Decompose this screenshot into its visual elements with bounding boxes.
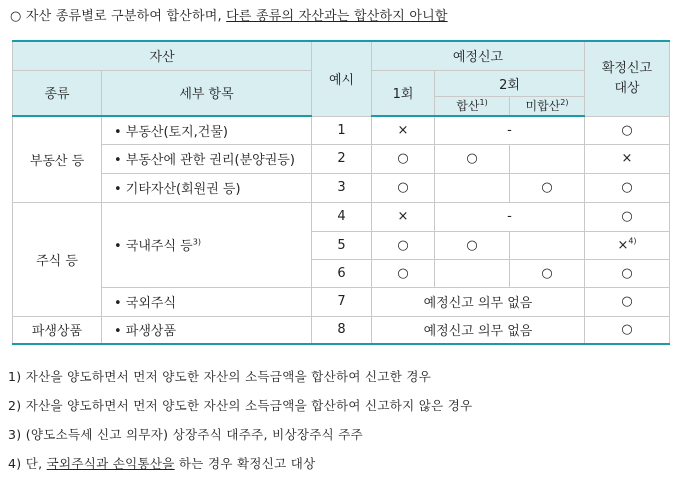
cell-final: ○ — [585, 259, 670, 287]
header-second: 2회 — [435, 70, 585, 96]
cell-final-note: 4) — [628, 236, 637, 246]
table-row — [13, 202, 670, 231]
cell-nonsum: ○ — [510, 259, 585, 287]
cell-final: ○ — [585, 202, 670, 231]
footnote-4-underlined: 국외주식과 손익통산을 — [46, 456, 175, 471]
row-number: 5 — [312, 231, 372, 259]
header-example: 예시 — [312, 41, 372, 116]
row-number: 1 — [312, 116, 372, 144]
cell-sum: ○ — [435, 144, 510, 173]
cell-first: × — [372, 202, 435, 231]
header-nonsum-label: 미합산 — [525, 99, 561, 114]
headline — [10, 5, 448, 24]
cell-first: ○ — [372, 173, 435, 202]
table-row — [13, 144, 670, 173]
cell-no-obligation: 예정신고 의무 없음 — [372, 316, 585, 344]
table-row — [13, 116, 670, 144]
header-detail: 세부 항목 — [102, 70, 312, 116]
header-sum-label: 합산 — [456, 99, 480, 114]
detail-realestate: • 부동산(토지,건물) — [102, 116, 312, 144]
row-number: 6 — [312, 259, 372, 287]
group-realestate: 부동산 등 — [13, 116, 102, 202]
headline-text: 자산 종류별로 구분하여 합산하며, — [25, 9, 227, 24]
header-kind: 종류 — [13, 70, 102, 116]
cell-nonsum: ○ — [510, 173, 585, 202]
cell-final: ○ — [585, 116, 670, 144]
footnotes — [8, 362, 473, 478]
row-number: 3 — [312, 173, 372, 202]
cell-sum — [435, 259, 510, 287]
detail-domestic-stocks — [102, 202, 312, 287]
detail-other-assets: • 기타자산(회원권 등) — [102, 173, 312, 202]
cell-first: ○ — [372, 144, 435, 173]
footnote-4 — [8, 449, 473, 478]
footnote-4-prefix: 4) 단, — [8, 456, 47, 471]
headline-underlined-text: 다른 종류의 자산과는 합산하지 아니함 — [226, 9, 448, 24]
detail-domestic-note: 3) — [192, 237, 201, 247]
cell-second-merged: - — [435, 116, 585, 144]
cell-nonsum — [510, 144, 585, 173]
detail-foreign-stocks: • 국외주식 — [102, 287, 312, 316]
header-final — [585, 41, 670, 116]
cell-final: ○ — [585, 316, 670, 344]
header-sum — [435, 96, 510, 116]
group-stocks: 주식 등 — [13, 202, 102, 316]
cell-final: ○ — [585, 287, 670, 316]
row-number: 2 — [312, 144, 372, 173]
table-row — [13, 173, 670, 202]
header-row-1 — [13, 41, 670, 70]
footnote-1: 1) 자산을 양도하면서 먼저 양도한 자산의 소득금액을 합산하여 신고한 경우 — [8, 369, 432, 384]
cell-first: ○ — [372, 231, 435, 259]
footnote-4-suffix: 하는 경우 확정신고 대상 — [174, 456, 316, 471]
row-number: 4 — [312, 202, 372, 231]
group-derivatives: 파생상품 — [13, 316, 102, 344]
detail-domestic-label: • 국내주식 등 — [114, 239, 193, 254]
header-nonsum-note: 2) — [560, 98, 569, 108]
header-final-text: 확정신고 대상 — [601, 60, 653, 96]
header-prelim: 예정신고 — [372, 41, 585, 70]
cell-nonsum — [510, 231, 585, 259]
cell-final: × — [585, 144, 670, 173]
header-asset: 자산 — [13, 41, 312, 70]
cell-second-merged: - — [435, 202, 585, 231]
cell-first: × — [372, 116, 435, 144]
footnote-3: 3) (양도소득세 신고 의무자) 상장주식 대주주, 비상장주식 주주 — [8, 427, 363, 442]
header-first: 1회 — [372, 70, 435, 116]
row-number: 8 — [312, 316, 372, 344]
row-number: 7 — [312, 287, 372, 316]
detail-derivatives: • 파생상품 — [102, 316, 312, 344]
asset-table — [12, 40, 670, 345]
cell-final — [585, 231, 670, 259]
cell-final: ○ — [585, 173, 670, 202]
cell-sum: ○ — [435, 231, 510, 259]
footnote-2: 2) 자산을 양도하면서 먼저 양도한 자산의 소득금액을 합산하여 신고하지 않은 경우 — [8, 398, 473, 413]
cell-no-obligation: 예정신고 의무 없음 — [372, 287, 585, 316]
table-row — [13, 287, 670, 316]
header-sum-note: 1) — [479, 98, 488, 108]
cell-first: ○ — [372, 259, 435, 287]
circle-bullet-icon: ○ — [10, 9, 22, 24]
table-row — [13, 316, 670, 344]
detail-realestate-rights: • 부동산에 관한 권리(분양권등) — [102, 144, 312, 173]
cell-final-mark: × — [617, 237, 629, 253]
header-nonsum — [510, 96, 585, 116]
cell-sum — [435, 173, 510, 202]
